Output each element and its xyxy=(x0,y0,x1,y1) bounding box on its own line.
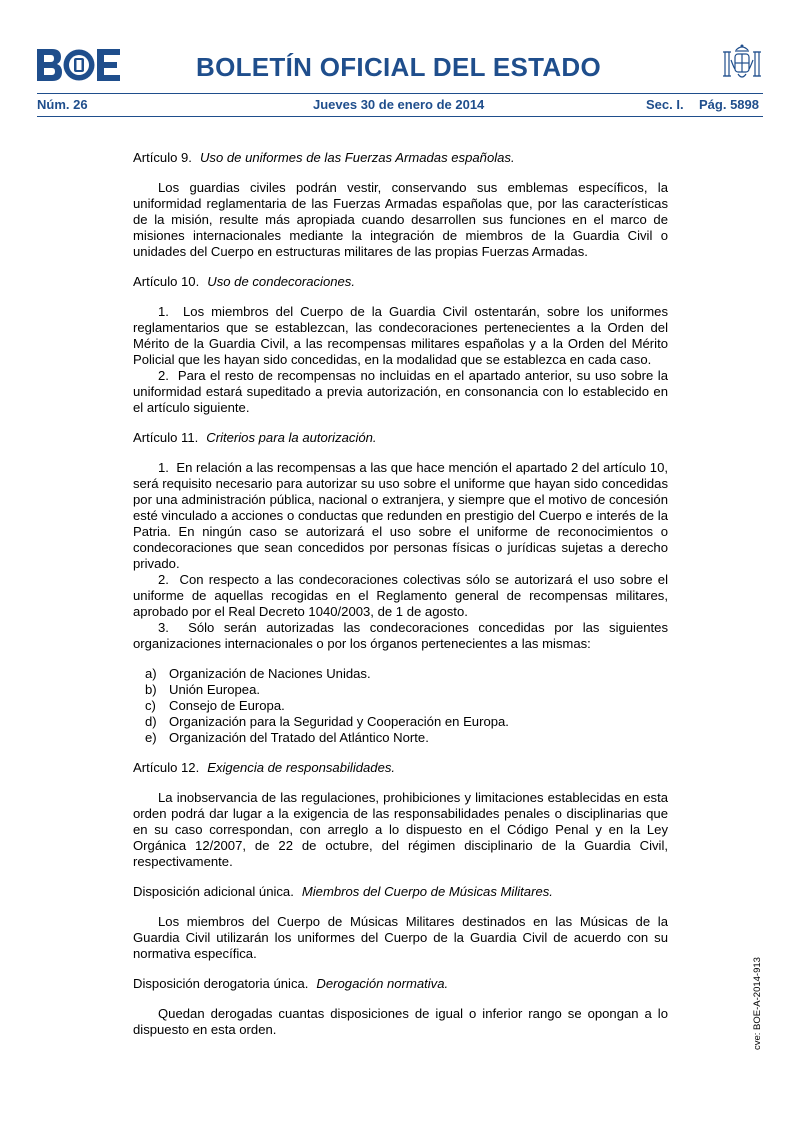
list-item-label: c) xyxy=(145,698,156,713)
masthead-title: BOLETÍN OFICIAL DEL ESTADO xyxy=(196,52,602,82)
article-paragraph: 1. Los miembros del Cuerpo de la Guardia Civil ostentarán, sobre los uniformes reglamentarios que se establezcan, las condecoraciones pertenecientes a la Orden del Mérito de la Guardia Civil, a las recompensas militares españolas y a la Orden del Mérito Policial que les hayan sido concedidas, en la modalidad que se establezca en cada caso. xyxy=(133,304,668,367)
page-number: Pág. 5898 xyxy=(699,97,759,112)
article-title: Derogación normativa. xyxy=(316,976,449,991)
article-heading xyxy=(133,760,668,776)
list-item-label: b) xyxy=(145,682,157,697)
list-item xyxy=(145,666,668,682)
article-label: Artículo 9. xyxy=(133,150,192,165)
article-label: Disposición derogatoria única. xyxy=(133,976,309,991)
article-paragraph: 3. Sólo serán autorizadas las condecoraciones concedidas por las siguientes organizaciones internacionales o por los órganos pertenecientes a las mismas: xyxy=(133,620,668,651)
article-heading xyxy=(133,884,668,900)
article-title: Uso de uniformes de las Fuerzas Armadas españolas. xyxy=(199,150,515,165)
article-paragraph: 2. Para el resto de recompensas no incluidas en el apartado anterior, su uso sobre la uniformidad estará supeditado a previa autorización, en consonancia con lo establecido en el artículo siguiente. xyxy=(133,368,668,415)
organization-list xyxy=(145,666,668,746)
list-item xyxy=(145,682,668,698)
article-heading xyxy=(133,150,668,166)
article-paragraph: Quedan derogadas cuantas disposiciones de igual o inferior rango se opongan a lo dispuesto en esta orden. xyxy=(133,1006,668,1037)
boe-logo xyxy=(37,49,120,81)
list-item-text: Organización para la Seguridad y Cooperación en Europa. xyxy=(169,714,509,729)
article-title: Miembros del Cuerpo de Músicas Militares. xyxy=(301,884,553,899)
article-heading xyxy=(133,274,668,290)
article-label: Disposición adicional única. xyxy=(133,884,294,899)
article-heading xyxy=(133,430,668,446)
article-paragraph: Los miembros del Cuerpo de Músicas Militares destinados en las Músicas de la Guardia Civil utilizarán los uniformes del Cuerpo de la Guardia Civil de acuerdo con su normativa específica. xyxy=(133,914,668,961)
list-item xyxy=(145,730,668,746)
article-title: Uso de condecoraciones. xyxy=(207,274,355,289)
issue-date: Jueves 30 de enero de 2014 xyxy=(313,97,485,112)
article-label: Artículo 12. xyxy=(133,760,200,775)
article-title: Criterios para la autorización. xyxy=(206,430,377,445)
article-paragraph: La inobservancia de las regulaciones, prohibiciones y limitaciones establecidas en esta orden podrá dar lugar a la exigencia de las responsabilidades penales o disciplinarias que en su caso correspondan, con arreglo a lo dispuesto en el Código Penal y en la Ley Orgánica 12/2007, de 22 de octubre, del régimen disciplinario de la Guardia Civil, respectivamente. xyxy=(133,790,668,869)
list-item-label: d) xyxy=(145,714,157,729)
coat-of-arms-icon xyxy=(720,42,764,86)
list-item-text: Organización del Tratado del Atlántico Norte. xyxy=(169,730,429,745)
list-item-label: e) xyxy=(145,730,157,745)
document-body xyxy=(133,150,668,1052)
article-heading xyxy=(133,976,668,992)
list-item-text: Unión Europea. xyxy=(169,682,260,697)
cve-identifier: cve: BOE-A-2014-913 xyxy=(752,957,763,1050)
list-item xyxy=(145,714,668,730)
article-label: Artículo 10. xyxy=(133,274,200,289)
article-paragraph: Los guardias civiles podrán vestir, conservando sus emblemas específicos, la uniformidad reglamentaria de las Fuerzas Armadas españolas que, por las características de la misión, resulte más apropiada cuando desarrollen sus funciones en el marco de misiones internacionales mediante la integración de miembros de la Guardia Civil o unidades del Cuerpo en estructuras militares de las propias Fuerzas Armadas. xyxy=(133,180,668,259)
article-paragraph: 2. Con respecto a las condecoraciones colectivas sólo se autorizará el uso sobre el uniforme de aquellas recogidas en el Reglamento general de recompensas militares, aprobado por el Real Decreto 1040/2003, de 1 de agosto. xyxy=(133,572,668,619)
list-item xyxy=(145,698,668,714)
article-paragraph: 1. En relación a las recompensas a las que hace mención el apartado 2 del artículo 10, será requisito necesario para autorizar su uso sobre el uniforme que hayan sido concedidas por una administración pública, nacional o extranjera, y siempre que el motivo de concesión esté vinculado a acciones o conductas que redunden en prestigio del Cuerpo e interés de la Patria. En ningún caso se autorizará el uso sobre el uniforme de reconocimientos o condecoraciones que sean concedidos por personas físicas o jurídicas sujetas a derecho privado. xyxy=(133,460,668,571)
issue-number: Núm. 26 xyxy=(37,97,88,112)
header-rule-bottom xyxy=(37,116,763,117)
article-label: Artículo 11. xyxy=(133,430,199,445)
list-item-label: a) xyxy=(145,666,157,681)
header-rule-top xyxy=(37,93,763,94)
list-item-text: Consejo de Europa. xyxy=(169,698,285,713)
section-label: Sec. I. xyxy=(646,97,684,112)
article-title: Exigencia de responsabilidades. xyxy=(207,760,396,775)
list-item-text: Organización de Naciones Unidas. xyxy=(169,666,371,681)
